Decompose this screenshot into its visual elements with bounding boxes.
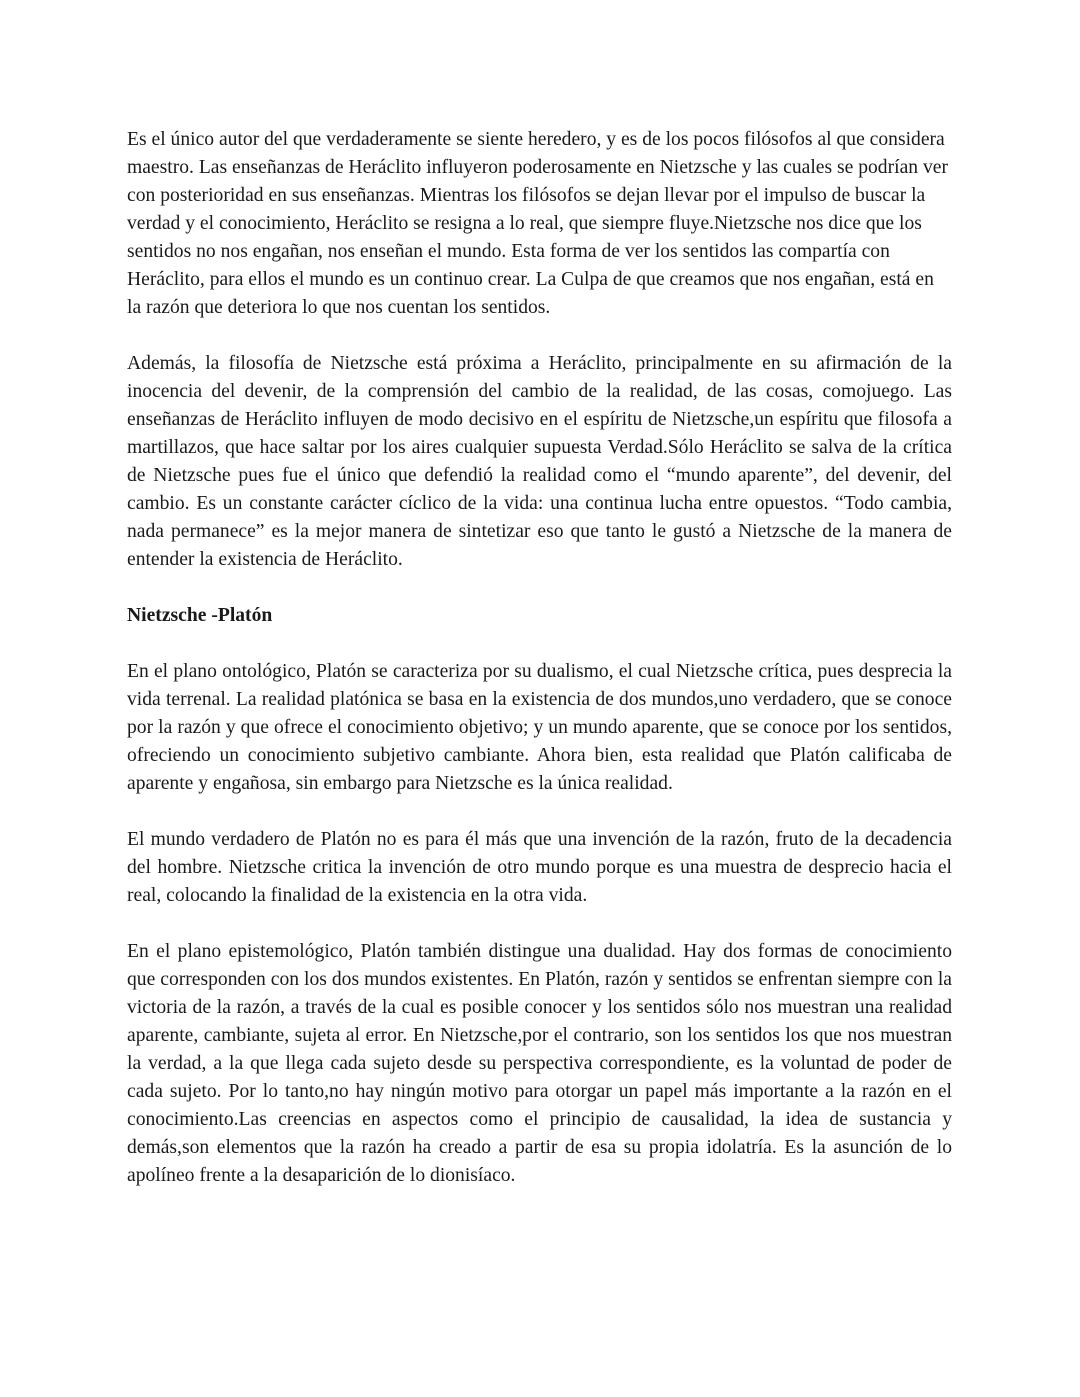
paragraph-platon-ontologico: En el plano ontológico, Platón se caracteriza por su dualismo, el cual Nietzsche crítica, pues desprecia la vida terrenal. La realidad platónica se basa en la existencia de dos mundos,uno verdadero, que se conoce por la razón y que ofrece el conocimiento objetivo; y un mundo aparente, que se conoce por los sentidos, ofreciendo un conocimiento subjetivo cambiante. Ahora bien, esta realidad que Platón calificaba de aparente y engañosa, sin embargo para Nietzsche es la única realidad. [127, 661, 952, 794]
paragraph-platon-mundo-verdadero: El mundo verdadero de Platón no es para él más que una invención de la razón, fruto de la decadencia del hombre. Nietzsche critica la invención de otro mundo porque es una muestra de desprecio hacia el real, colocando la finalidad de la existencia en la otra vida. [127, 829, 952, 906]
paragraph-heraclito-master: Es el único autor del que verdaderamente se siente heredero, y es de los pocos filósofos al que considera maestro. Las enseñanzas de Heráclito influyeron poderosamente en Nietzsche y las cuales se podrían ver con posterioridad en sus enseñanzas. Mientras los filósofos se dejan llevar por el impulso de buscar la verdad y el conocimiento, Heráclito se resigna a lo real, que siempre fluye.Nietzsche nos dice que los sentidos no nos engañan, nos enseñan el mundo. Esta forma de ver los sentidos las compartía con Heráclito, para ellos el mundo es un continuo crear. La Culpa de que creamos que nos engañan, está en la razón que deteriora lo que nos cuentan los sentidos. [127, 129, 948, 318]
section-heading-nietzsche-platon: Nietzsche -Platón [127, 605, 273, 626]
document-page [127, 126, 952, 1218]
paragraph-platon-epistemologico: En el plano epistemológico, Platón también distingue una dualidad. Hay dos formas de conocimiento que corresponden con los dos mundos existentes. En Platón, razón y sentidos se enfrentan siempre con la victoria de la razón, a través de la cual es posible conocer y los sentidos sólo nos muestran una realidad aparente, cambiante, sujeta al error. En Nietzsche,por el contrario, son los sentidos los que nos muestran la verdad, a la que llega cada sujeto desde su perspectiva correspondiente, es la voluntad de poder de cada sujeto. Por lo tanto,no hay ningún motivo para otorgar un papel más importante a la razón en el conocimiento.Las creencias en aspectos como el principio de causalidad, la idea de sustancia y demás,son elementos que la razón ha creado a partir de esa su propia idolatría. Es la asunción de lo apolíneo frente a la desaparición de lo dionisíaco. [127, 941, 952, 1186]
paragraph-heraclito-devenir: Además, la filosofía de Nietzsche está próxima a Heráclito, principalmente en su afirmación de la inocencia del devenir, de la comprensión del cambio de la realidad, de las cosas, comojuego. Las enseñanzas de Heráclito influyen de modo decisivo en el espíritu de Nietzsche,un espíritu que filosofa a martillazos, que hace saltar por los aires cualquier supuesta Verdad.Sólo Heráclito se salva de la crítica de Nietzsche pues fue el único que defendió la realidad como el “mundo aparente”, del devenir, del cambio. Es un constante carácter cíclico de la vida: una continua lucha entre opuestos. “Todo cambia, nada permanece” es la mejor manera de sintetizar eso que tanto le gustó a Nietzsche de la manera de entender la existencia de Heráclito. [127, 353, 952, 570]
